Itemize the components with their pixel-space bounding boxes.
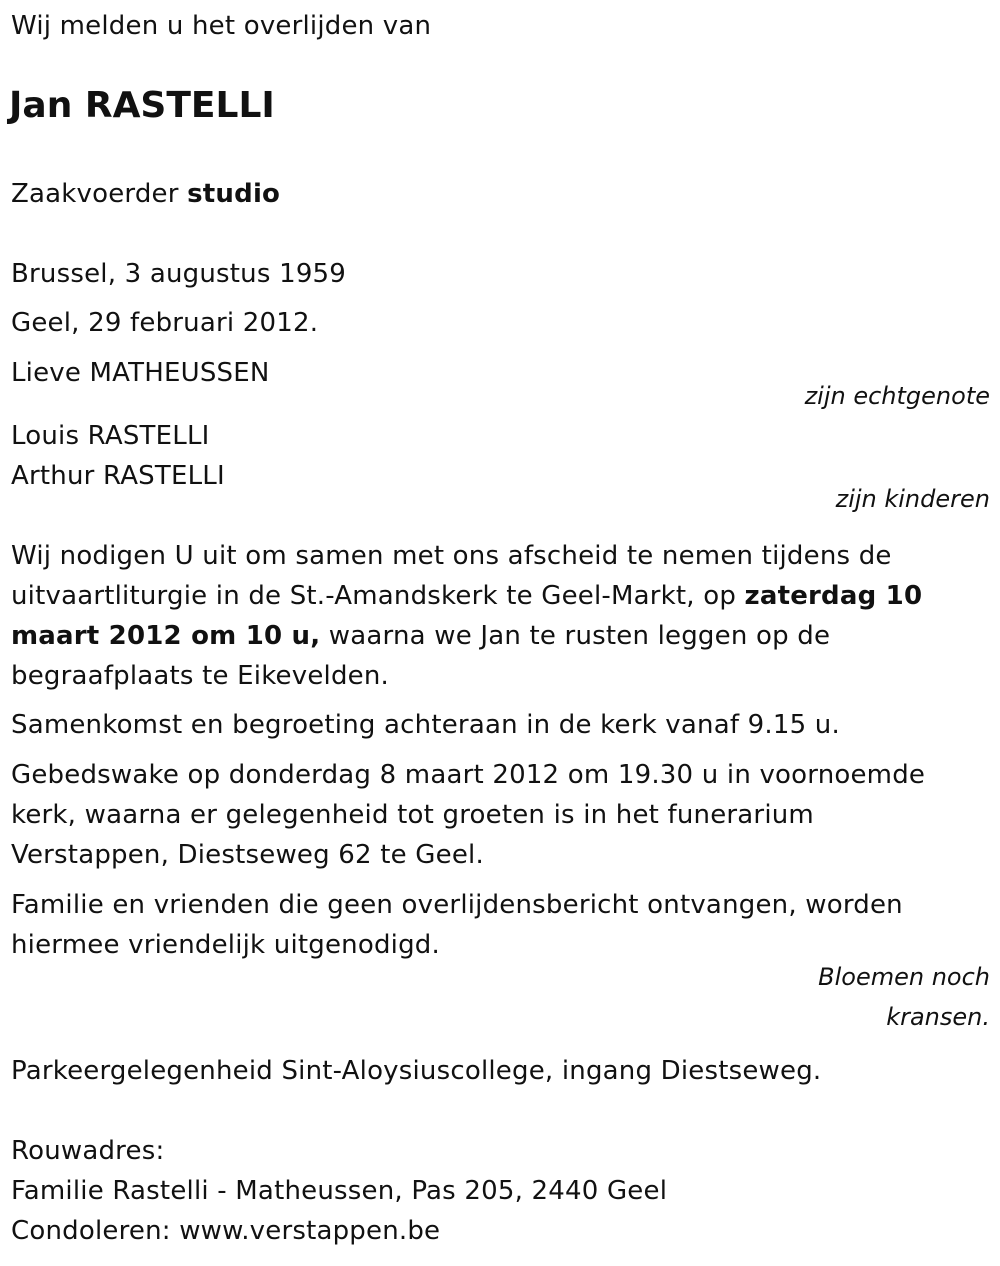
invitation-line: Familie en vrienden die geen overlijdensbericht ontvangen, worden	[11, 890, 903, 920]
spouse-relation: zijn echtgenote	[804, 382, 990, 410]
invitation-line: hiermee vriendelijk uitgenodigd.	[11, 930, 440, 960]
occupation-title: Zaakvoerder	[11, 179, 179, 209]
condolence-text: Condoleren: www.verstappen.be	[11, 1216, 441, 1246]
funeral-line-text: uitvaartliturgie in de St.-Amandskerk te Geel-Markt, op	[11, 581, 745, 611]
funeral-line	[11, 616, 830, 656]
wake-line: Verstappen, Diestseweg 62 te Geel.	[11, 840, 484, 870]
occupation-company: studio	[187, 179, 281, 209]
child-name: Arthur RASTELLI	[11, 461, 225, 491]
birth-info: Brussel, 3 augustus 1959	[11, 259, 347, 289]
funeral-date-bold: maart 2012 om 10 u,	[11, 621, 321, 651]
address-value: Familie Rastelli - Matheussen, Pas 205, 2440 Geel	[11, 1176, 668, 1206]
children-relation: zijn kinderen	[835, 485, 990, 513]
parking-text: Parkeergelegenheid Sint-Aloysiuscollege, ingang Diestseweg.	[11, 1056, 822, 1086]
intro-text: Wij melden u het overlijden van	[11, 11, 432, 41]
deceased-name: Jan RASTELLI	[9, 85, 275, 126]
child-name: Louis RASTELLI	[11, 421, 210, 451]
address-label: Rouwadres:	[11, 1136, 165, 1166]
death-info: Geel, 29 februari 2012.	[11, 308, 319, 338]
flowers-line: Bloemen noch	[818, 963, 990, 991]
wake-line: kerk, waarna er gelegenheid tot groeten is in het funerarium	[11, 800, 814, 830]
funeral-line	[11, 576, 922, 616]
funeral-line-text: waarna we Jan te rusten leggen op de	[320, 621, 831, 651]
flowers-line: kransen.	[886, 1003, 990, 1031]
spouse-name: Lieve MATHEUSSEN	[11, 358, 270, 388]
funeral-line: begraafplaats te Eikevelden.	[11, 661, 389, 691]
wake-line: Gebedswake op donderdag 8 maart 2012 om 19.30 u in voornoemde	[11, 760, 926, 790]
funeral-line: Wij nodigen U uit om samen met ons afscheid te nemen tijdens de	[11, 541, 892, 571]
gathering-text: Samenkomst en begroeting achteraan in de kerk vanaf 9.15 u.	[11, 710, 840, 740]
occupation	[11, 174, 280, 214]
funeral-date-bold: zaterdag 10	[744, 581, 923, 611]
